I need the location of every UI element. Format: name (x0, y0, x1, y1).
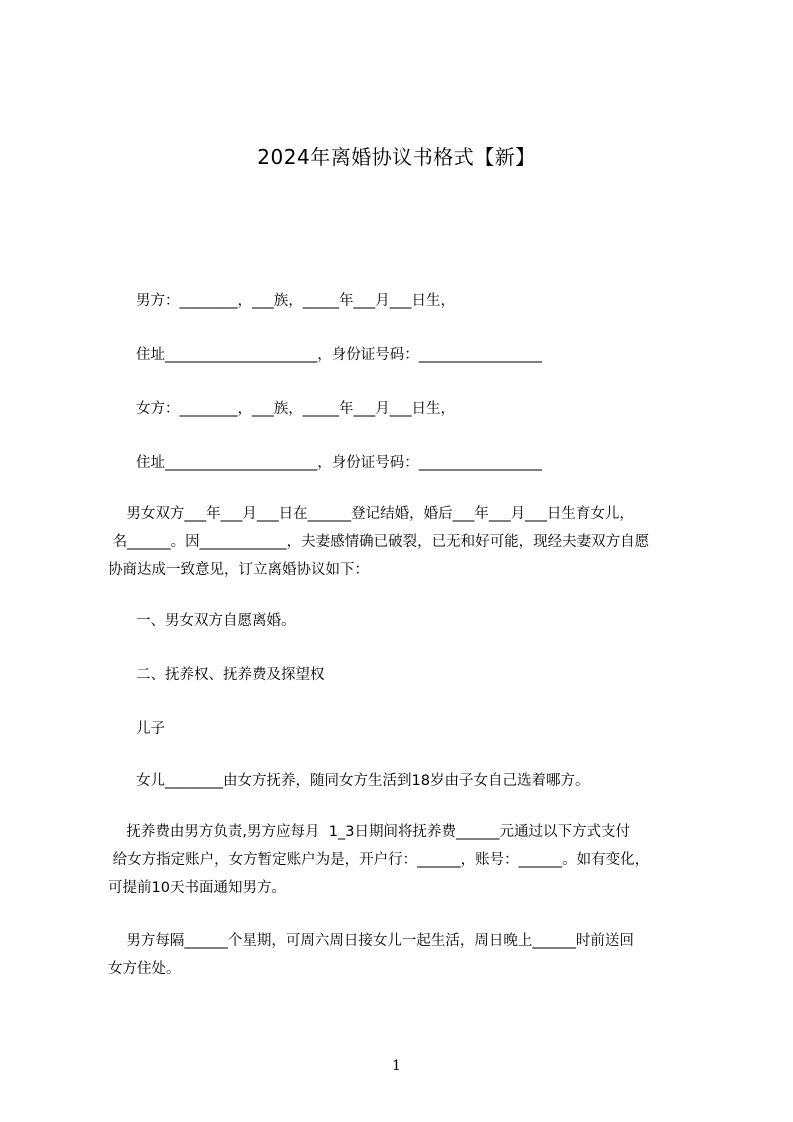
male-party-line: 男方：________，___族，_____年___月___日生， (136, 293, 455, 309)
female-party-line: 女方：________，___族，_____年___月___日生， (136, 401, 455, 417)
paragraph-line: 女方住处。 (108, 961, 181, 977)
clause-1: 一、男女双方自愿离婚。 (136, 613, 296, 629)
paragraph-line: 协商达成一致意见，订立离婚协议如下： (108, 562, 369, 578)
visitation-paragraph (108, 927, 708, 983)
male-address-line: 住址_____________________，身份证号码：_________________ (136, 347, 542, 363)
paragraph-line: 给女方指定账户，女方暂定账户为是，开户行：______，账号：______。如有变化， (108, 852, 650, 868)
daughter-custody-line: 女儿________由女方抚养，随同女方生活到18岁由子女自己选着哪方。 (136, 773, 590, 789)
paragraph-line: 名______。因____________，夫妻感情确已破裂，已无和好可能，现经夫妻双方自愿 (108, 534, 650, 550)
paragraph-line: 可提前10天书面通知男方。 (108, 880, 286, 896)
clause-2-heading: 二、抚养权、抚养费及探望权 (136, 667, 325, 683)
paragraph-line: 抚养费由男方负责,男方应每月 1_3日期间将抚养费______元通过以下方式支付 (108, 824, 630, 840)
page-number: 1 (392, 1058, 401, 1074)
paragraph-line: 男方每隔______个星期，可周六周日接女儿一起生活，周日晚上______时前送回 (108, 933, 634, 949)
son-line: 儿子 (136, 721, 165, 737)
document-title: 2024年离婚协议书格式【新】 (257, 145, 536, 169)
marriage-paragraph (108, 500, 708, 584)
paragraph-line: 男女双方___年___月___日在______登记结婚，婚后___年___月___日生育女儿， (108, 506, 634, 522)
child-support-paragraph (108, 818, 708, 902)
female-address-line: 住址_____________________，身份证号码：_________________ (136, 455, 542, 471)
